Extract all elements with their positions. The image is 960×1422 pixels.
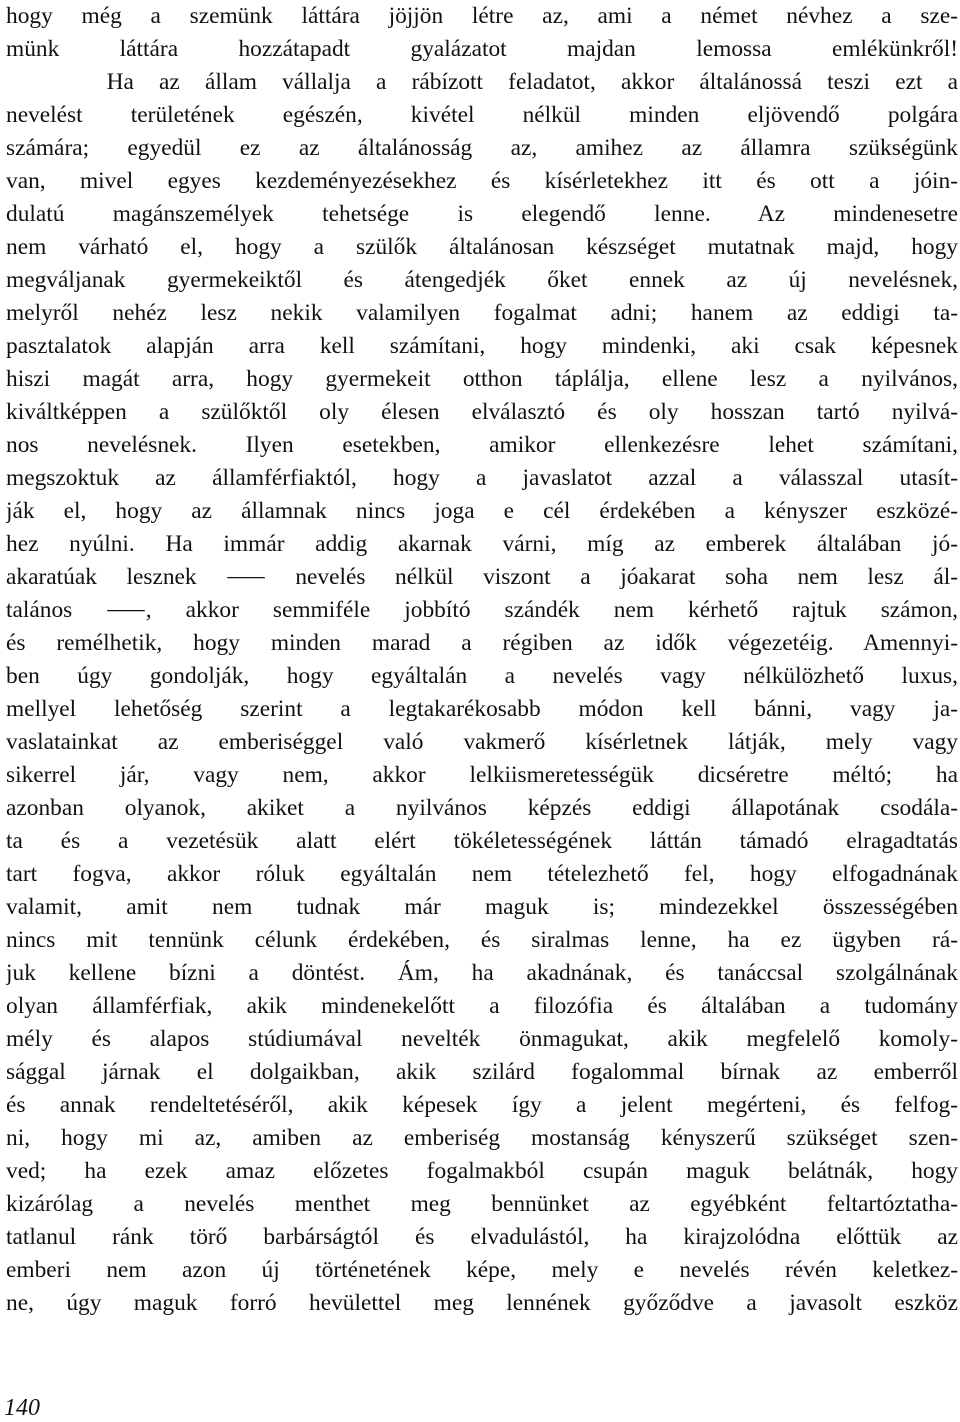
text-line: azonban olyanok, akiket a nyilvános képzés eddigi állapotának csodála- [6, 795, 958, 821]
text-line: ják el, hogy az államnak nincs joga e cél érdekében a kényszer eszközé- [6, 498, 958, 524]
text-line: hiszi magát arra, hogy gyermekeit otthon táplálja, ellene lesz a nyilvános, [6, 366, 958, 392]
text-line: van, mivel egyes kezdeményezésekhez és kísérletekhez itt és ott a jóin- [6, 168, 958, 194]
text-line: nevelést területének egészén, kivétel nélkül minden eljövendő polgára [6, 102, 958, 128]
text-line: kizárólag a nevelés menthet meg bennünket az egyébként feltartóztatha- [6, 1191, 958, 1217]
text-line: mellyel lehetőség szerint a legtakarékosabb módon kell bánni, vagy ja- [6, 696, 958, 722]
text-line: kiváltképpen a szülőktől oly élesen elválasztó és oly hosszan tartó nyilvá- [6, 399, 958, 425]
page-number: 140 [4, 1395, 40, 1421]
text-line: ta és a vezetésük alatt elért tökéletességének láttán támadó elragadtatás [6, 828, 958, 854]
text-line: dulatú magánszemélyek tehetsége is elegendő lenne. Az mindenesetre [6, 201, 958, 227]
text-line: Ha az állam vállalja a rábízott feladatot, akkor általánossá teszi ezt a [6, 69, 958, 95]
text-line: hez nyúlni. Ha immár addig akarnak várni, míg az emberek általában jó- [6, 531, 958, 557]
text-line: emberi nem azon új történetének képe, mely e nevelés révén keletkez- [6, 1257, 958, 1283]
text-line: számára; egyedül ez az általánosság az, amihez az államra szükségünk [6, 135, 958, 161]
text-line: juk kellene bízni a döntést. Ám, ha akadnának, és tanáccsal szolgálnának [6, 960, 958, 986]
text-line: akaratúak lesznek ⸺ nevelés nélkül viszont a jóakarat soha nem lesz ál- [6, 564, 958, 590]
text-line: tart fogva, akkor róluk egyáltalán nem tételezhető fel, hogy elfogadnának [6, 861, 958, 887]
text-line: nos nevelésnek. Ilyen esetekben, amikor ellenkezésre lehet számítani, [6, 432, 958, 458]
text-line: olyan államférfiak, akik mindenekelőtt a filozófia és általában a tudomány [6, 993, 958, 1019]
text-line: münk láttára hozzátapadt gyalázatot majdan lemossa emlékünkről! [6, 36, 958, 62]
text-line: mély és alapos stúdiumával nevelték önmagukat, akik megfelelő komoly- [6, 1026, 958, 1052]
text-line: és annak rendeltetéséről, akik képesek így a jelent megérteni, és felfog- [6, 1092, 958, 1118]
text-line: és remélhetik, hogy minden marad a régiben az idők végezetéig. Amennyi- [6, 630, 958, 656]
text-line: melyről nehéz lesz nekik valamilyen fogalmat adni; hanem az eddigi ta- [6, 300, 958, 326]
text-line: sággal járnak el dolgaikban, akik szilárd fogalommal bírnak az emberről [6, 1059, 958, 1085]
text-line: ved; ha ezek amaz előzetes fogalmakból csupán maguk belátnák, hogy [6, 1158, 958, 1184]
text-line: megszoktuk az államférfiaktól, hogy a javaslatot azzal a válasszal utasít- [6, 465, 958, 491]
text-line: hogy még a szemünk láttára jöjjön létre az, ami a német névhez a sze- [6, 3, 958, 29]
text-line: sikerrel jár, vagy nem, akkor lelkiismeretességük dicséretre méltó; ha [6, 762, 958, 788]
text-line: ne, úgy maguk forró hevülettel meg lennének győződve a javasolt eszköz [6, 1290, 958, 1316]
text-line: tatlanul ránk törő barbárságtól és elvadulástól, ha kirajzolódna előttük az [6, 1224, 958, 1250]
text-line: vaslatainkat az emberiséggel való vakmerő kísérletnek látják, mely vagy [6, 729, 958, 755]
text-line: megváljanak gyermekeiktől és átengedjék őket ennek az új nevelésnek, [6, 267, 958, 293]
text-line: nincs mit tennünk célunk érdekében, és siralmas lenne, ha ez ügyben rá- [6, 927, 958, 953]
text-line: ni, hogy mi az, amiben az emberiség mostanság kényszerű szükséget szen- [6, 1125, 958, 1151]
text-line: ben úgy gondolják, hogy egyáltalán a nevelés vagy nélkülözhető luxus, [6, 663, 958, 689]
text-line: talános ⸺, akkor semmiféle jobbító szándék nem kérhető rajtuk számon, [6, 597, 958, 623]
text-line: valamit, amit nem tudnak már maguk is; mindezekkel összességében [6, 894, 958, 920]
text-line: pasztalatok alapján arra kell számítani, hogy mindenki, aki csak képesnek [6, 333, 958, 359]
text-line: nem várható el, hogy a szülők általánosan készséget mutatnak majd, hogy [6, 234, 958, 260]
